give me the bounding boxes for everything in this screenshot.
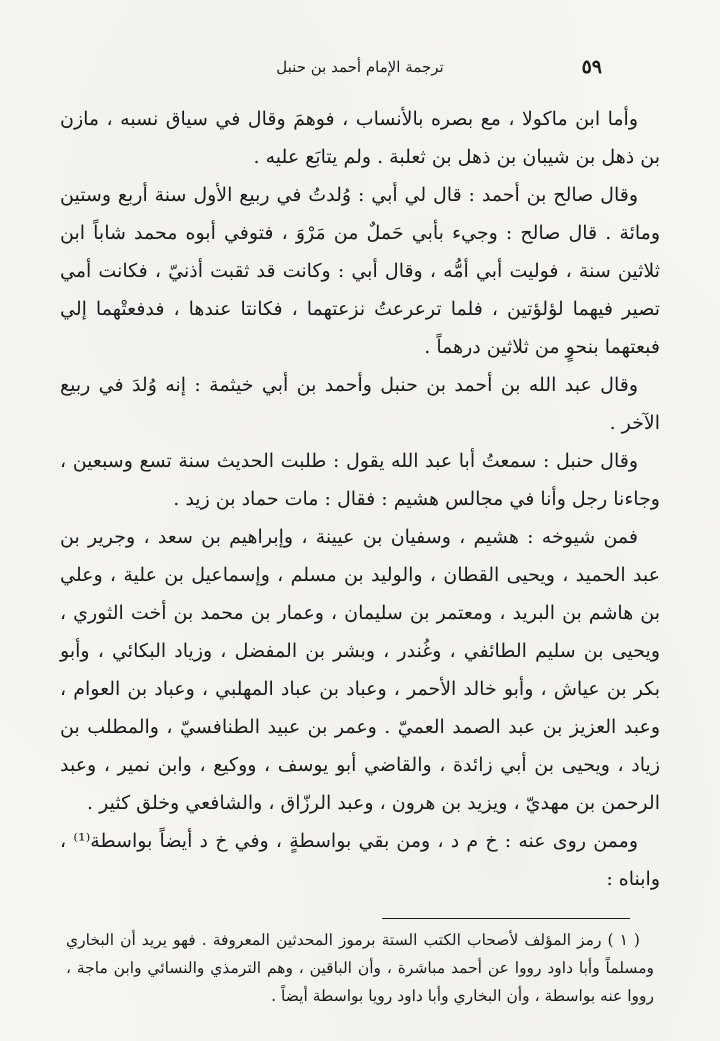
paragraph: وممن روى عنه : خ م د ، ومن بقي بواسطةٍ ، وفي خ د أيضاً بواسطة⁽¹⁾ ، وابناه : <box>60 830 660 890</box>
page-number: ٥٩ <box>581 56 602 78</box>
paragraph: وقال صالح بن أحمد : قال لي أبي : وُلدتُ في ربيع الأول سنة أربع وستين ومائة . قال صالح : وجيء بأبي حَملٌ من مَرْوَ ، فتوفي أبوه محمد شاباً ابن ثلاثين سنة ، فوليت أبي أمُّه ، وقال أبي : وكانت قد ثقبت أذنيّ ، فكانت أمي تصير فيهما لؤلؤتين ، فلما ترعرعتُ نزعتهما ، فكانتا عندها ، فدفعتْهما إلي فبعتهما بنحوٍ من ثلاثين درهماً . <box>60 184 660 358</box>
page-header <box>118 56 602 86</box>
main-text <box>60 100 660 898</box>
footnote: ( ١ ) رمز المؤلف لأصحاب الكتب الستة برموز المحدثين المعروفة . فهو يريد أن البخاري ومسلماً وأبا داود رووا عن أحمد مباشرة ، وأن الباقين ، وهم الترمذي والنسائي وابن ماجة ، رووا عنه بواسطة ، وأن البخاري وأبا داود رويا بواسطة أيضاً . <box>66 931 654 1005</box>
footnote-divider <box>382 918 630 919</box>
paragraph: وأما ابن ماكولا ، مع بصره بالأنساب ، فوهمَ وقال في سياق نسبه ، مازن بن ذهل بن شيبان بن ذهل بن ثعلبة . ولم يتابَع عليه . <box>60 108 660 168</box>
running-title: ترجمة الإمام أحمد بن حنبل <box>276 58 444 76</box>
paragraph: وقال حنبل : سمعتُ أبا عبد الله يقول : طلبت الحديث سنة تسع وسبعين ، وجاءنا رجل وأنا في مجالس هشيم : فقال : مات حماد بن زيد . <box>60 450 660 510</box>
paragraph: فمن شيوخه : هشيم ، وسفيان بن عيينة ، وإبراهيم بن سعد ، وجرير بن عبد الحميد ، ويحيى القطان ، والوليد بن مسلم ، وإسماعيل بن علية ، وعلي بن هاشم بن البريد ، ومعتمر بن سليمان ، وعمار بن محمد بن أخت الثوري ، ويحيى بن سليم الطائفي ، وغُندر ، وبشر بن المفضل ، وزياد البكائي ، وأبو بكر بن عياش ، وأبو خالد الأحمر ، وعباد بن عباد المهلبي ، وعباد بن العوام ، وعبد العزيز بن عبد الصمد العميّ . وعمر بن عبيد الطنافسيّ ، والمطلب بن زياد ، ويحيى بن أبي زائدة ، والقاضي أبو يوسف ، ووكيع ، وابن نمير ، وعبد الرحمن بن مهديّ ، ويزيد بن هرون ، وعبد الرزّاق ، والشافعي وخلق كثير . <box>60 526 660 814</box>
paragraph: وقال عبد الله بن أحمد بن حنبل وأحمد بن أبي خيثمة : إنه وُلدَ في ربيع الآخر . <box>60 374 660 434</box>
